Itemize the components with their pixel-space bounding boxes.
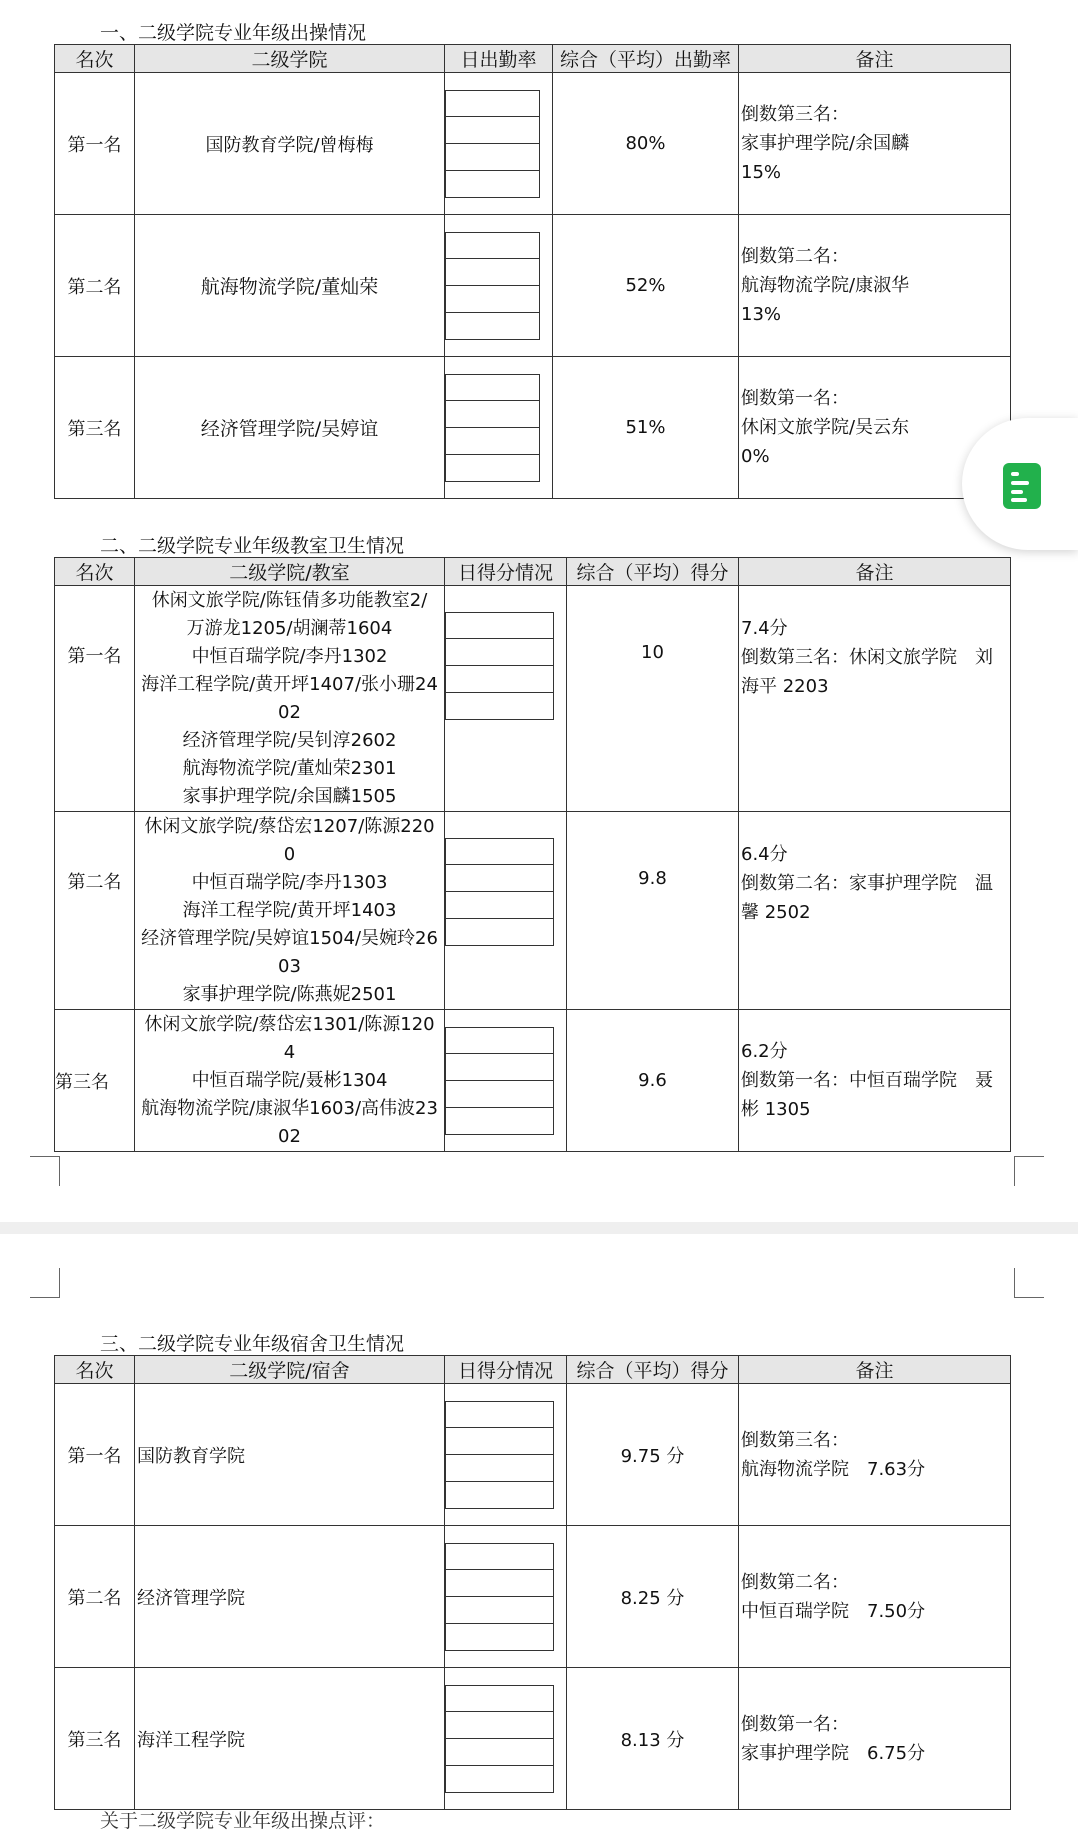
table-row — [55, 1526, 1011, 1668]
note-line: 倒数第一名： — [741, 388, 849, 409]
footer-partial-text: 关于二级学院专业年级出操点评： — [100, 1810, 386, 1832]
college-line: 家事护理学院/余国麟1505 — [182, 785, 397, 807]
average-cell: 51% — [553, 357, 739, 499]
attendance-table — [54, 44, 1011, 499]
note-line: 家事护理学院/余国麟 — [741, 133, 910, 154]
note-line: 中恒百瑞学院 7.50分 — [741, 1600, 926, 1622]
note-line: 海平 2203 — [741, 676, 829, 697]
header-college: 二级学院 — [135, 45, 445, 73]
note-cell — [739, 1668, 1011, 1810]
header-note: 备注 — [739, 558, 1011, 586]
note-cell — [739, 73, 1011, 215]
daily-cell — [445, 357, 553, 499]
header-rank: 名次 — [55, 558, 135, 586]
average-cell: 9.8 — [567, 812, 739, 1010]
average-cell: 9.6 — [567, 1010, 739, 1152]
table-row — [55, 73, 1011, 215]
daily-cell — [445, 1668, 567, 1810]
college-line: 家事护理学院/陈燕妮2501 — [182, 983, 397, 1005]
note-line: 彬 1305 — [741, 1099, 811, 1120]
table-header-row — [55, 45, 1011, 73]
section1-title: 一、二级学院专业年级出操情况 — [100, 22, 367, 44]
header-rank: 名次 — [55, 1356, 135, 1384]
average-cell: 9.75 分 — [567, 1384, 739, 1526]
table-row — [55, 1384, 1011, 1526]
header-daily: 日得分情况 — [445, 558, 567, 586]
college-line: 海洋工程学院/黄开坪1407/张小珊24 — [141, 673, 438, 695]
college-line: 休闲文旅学院/蔡岱宏1301/陈源120 — [144, 1013, 435, 1035]
table-row — [55, 215, 1011, 357]
table-row — [55, 1010, 1011, 1152]
table-header-row — [55, 558, 1011, 586]
average-cell: 80% — [553, 73, 739, 215]
college-line: 0 — [283, 843, 296, 865]
college-line: 海洋工程学院/黄开坪1403 — [182, 899, 397, 921]
note-line: 航海物流学院 7.63分 — [741, 1458, 926, 1480]
daily-cell — [445, 812, 567, 1010]
header-daily: 日得分情况 — [445, 1356, 567, 1384]
note-cell — [739, 1526, 1011, 1668]
header-college: 二级学院/教室 — [135, 558, 445, 586]
daily-cell — [445, 586, 567, 812]
college-line: 航海物流学院/董灿荣2301 — [182, 757, 397, 779]
note-cell — [739, 586, 1011, 812]
dormitory-hygiene-table — [54, 1355, 1011, 1810]
crop-mark — [30, 1268, 60, 1298]
note-line: 馨 2502 — [741, 902, 811, 923]
note-line: 倒数第三名：休闲文旅学院 刘 — [741, 647, 993, 668]
college-cell — [135, 586, 445, 812]
rank-cell: 第三名 — [55, 1010, 135, 1152]
college-line: 经济管理学院/吴钊淳2602 — [182, 729, 397, 751]
college-line: 03 — [278, 955, 301, 977]
header-note: 备注 — [739, 45, 1011, 73]
note-line: 倒数第二名：家事护理学院 温 — [741, 873, 993, 894]
note-line: 家事护理学院 6.75分 — [741, 1742, 926, 1764]
header-average: 综合（平均）得分 — [567, 558, 739, 586]
table-row — [55, 586, 1011, 812]
header-average: 综合（平均）出勤率 — [553, 45, 739, 73]
crop-mark — [1014, 1268, 1044, 1298]
college-cell — [135, 1010, 445, 1152]
rank-cell: 第三名 — [55, 1668, 135, 1810]
header-rank: 名次 — [55, 45, 135, 73]
college-line: 4 — [283, 1041, 296, 1063]
header-daily: 日出勤率 — [445, 45, 553, 73]
daily-cell — [445, 1010, 567, 1152]
daily-cell — [445, 1526, 567, 1668]
crop-mark — [1014, 1156, 1044, 1186]
college-line: 休闲文旅学院/蔡岱宏1207/陈源220 — [144, 815, 435, 837]
college-cell: 经济管理学院 — [135, 1526, 445, 1668]
note-cell — [739, 1010, 1011, 1152]
header-average: 综合（平均）得分 — [567, 1356, 739, 1384]
note-line: 6.4分 — [741, 844, 788, 865]
rank-cell: 第二名 — [55, 1526, 135, 1668]
note-line: 倒数第二名： — [741, 246, 849, 267]
rank-cell: 第一名 — [55, 1384, 135, 1526]
note-line: 倒数第一名： — [741, 1713, 849, 1735]
college-line: 经济管理学院/吴婷谊1504/吴婉玲26 — [141, 927, 438, 949]
rank-cell: 第一名 — [55, 586, 135, 812]
college-line: 中恒百瑞学院/李丹1302 — [191, 645, 388, 667]
table-row — [55, 812, 1011, 1010]
rank-cell: 第三名 — [55, 357, 135, 499]
section3-title: 三、二级学院专业年级宿舍卫生情况 — [100, 1333, 405, 1355]
header-note: 备注 — [739, 1356, 1011, 1384]
rank-cell: 第二名 — [55, 215, 135, 357]
note-line: 15% — [741, 162, 782, 183]
college-cell: 经济管理学院/吴婷谊 — [135, 357, 445, 499]
average-cell: 8.25 分 — [567, 1526, 739, 1668]
college-line: 02 — [278, 1125, 301, 1147]
note-line: 倒数第三名： — [741, 1429, 849, 1451]
note-cell — [739, 215, 1011, 357]
college-cell: 海洋工程学院 — [135, 1668, 445, 1810]
note-cell — [739, 1384, 1011, 1526]
table-row — [55, 1668, 1011, 1810]
daily-cell — [445, 1384, 567, 1526]
classroom-hygiene-table — [54, 557, 1011, 1152]
college-cell: 航海物流学院/董灿荣 — [135, 215, 445, 357]
note-line: 休闲文旅学院/吴云东 — [741, 417, 910, 438]
note-line: 13% — [741, 304, 782, 325]
college-line: 02 — [278, 701, 301, 723]
crop-mark — [30, 1156, 60, 1186]
note-line: 7.4分 — [741, 618, 788, 639]
daily-cell — [445, 215, 553, 357]
page-break — [0, 1222, 1078, 1234]
note-line: 倒数第二名： — [741, 1571, 849, 1593]
college-line: 休闲文旅学院/陈钰倩多功能教室2/ — [151, 589, 428, 611]
average-cell: 52% — [553, 215, 739, 357]
table-row — [55, 357, 1011, 499]
daily-cell — [445, 73, 553, 215]
header-college: 二级学院/宿舍 — [135, 1356, 445, 1384]
note-line: 0% — [741, 446, 770, 467]
table-header-row — [55, 1356, 1011, 1384]
average-cell: 8.13 分 — [567, 1668, 739, 1810]
college-cell — [135, 812, 445, 1010]
note-cell — [739, 812, 1011, 1010]
average-cell: 10 — [567, 586, 739, 812]
document-icon[interactable] — [1003, 463, 1041, 509]
college-line: 中恒百瑞学院/聂彬1304 — [191, 1069, 388, 1091]
note-line: 倒数第三名： — [741, 104, 849, 125]
note-line: 航海物流学院/康淑华 — [741, 275, 910, 296]
section2-title: 二、二级学院专业年级教室卫生情况 — [100, 535, 405, 557]
college-line: 万游龙1205/胡澜蒂1604 — [186, 617, 393, 639]
college-cell: 国防教育学院 — [135, 1384, 445, 1526]
college-line: 中恒百瑞学院/李丹1303 — [191, 871, 388, 893]
college-cell: 国防教育学院/曾梅梅 — [135, 73, 445, 215]
rank-cell: 第一名 — [55, 73, 135, 215]
note-line: 6.2分 — [741, 1041, 788, 1062]
rank-cell: 第二名 — [55, 812, 135, 1010]
college-line: 航海物流学院/康淑华1603/高伟波23 — [141, 1097, 438, 1119]
note-line: 倒数第一名：中恒百瑞学院 聂 — [741, 1070, 993, 1091]
